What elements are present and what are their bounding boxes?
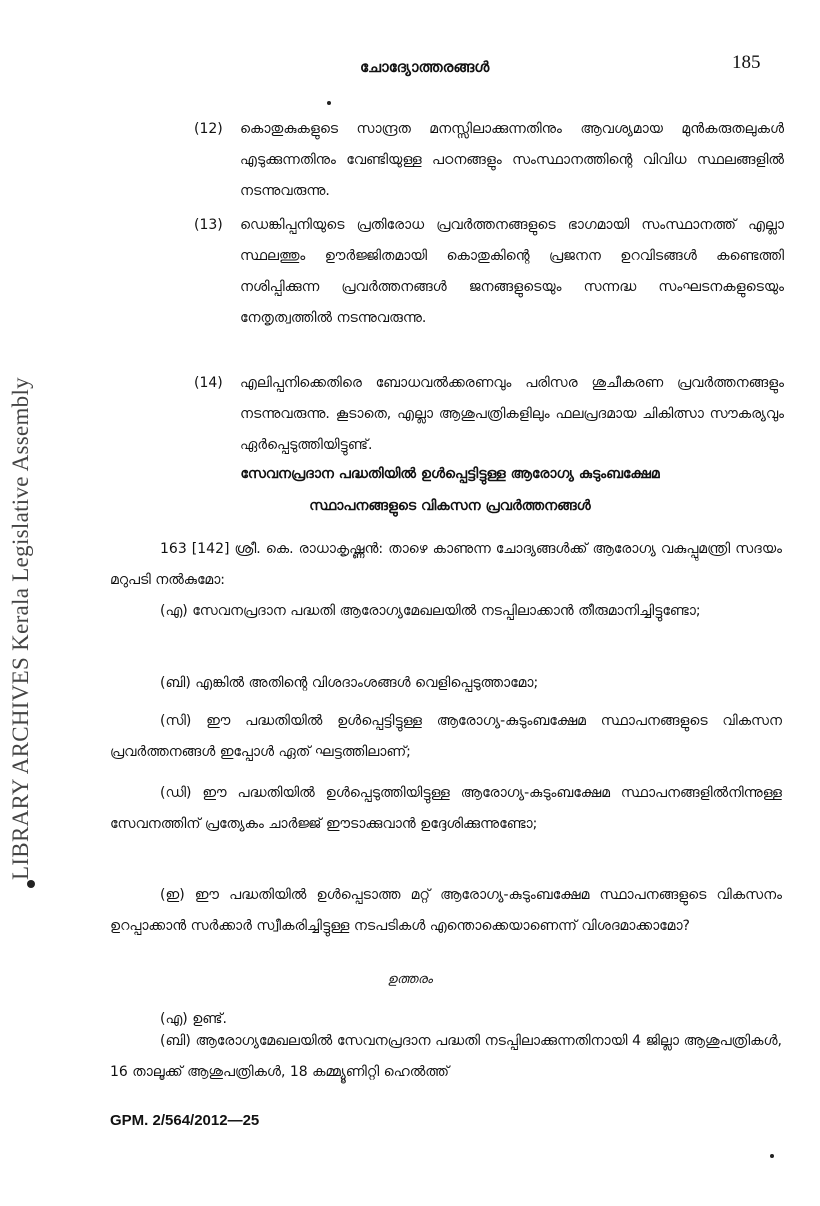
- list-item-14: [194, 368, 784, 453]
- item-text: എലിപ്പനിക്കെതിരെ ബോധവൽക്കരണവും പരിസര ശുചീകരണ പ്രവർത്തനങ്ങളും നടന്നുവരുന്നു. കൂടാതെ, എല്ലാ ആശുപത്രികളിലും ഫലപ്രദമായ ചികിത്സാ സൗകര്യവും ഏർപ്പെടുത്തിയിട്ടുണ്ട്.: [240, 375, 784, 453]
- item-number: (13): [194, 217, 223, 233]
- running-header-title: ചോദ്യോത്തരങ്ങൾ: [360, 58, 490, 76]
- question-c: (സി) ഈ പദ്ധതിയിൽ ഉൾപ്പെട്ടിട്ടുള്ള ആരോഗ്യ-കുടുംബക്ഷേമ സ്ഥാപനങ്ങളുടെ വികസന പ്രവർത്തനങ്ങൾ ഇപ്പോൾ ഏത് ഘട്ടത്തിലാണ്;: [110, 713, 782, 760]
- list-item-12: [194, 114, 784, 206]
- item-number: (14): [194, 375, 223, 391]
- page-number: 185: [732, 52, 761, 73]
- item-text: കൊതുകുകളുടെ സാന്ദ്രത മനസ്സിലാക്കുന്നതിനും ആവശ്യമായ മുൻകരുതലുകൾ എടുക്കുന്നതിനും വേണ്ടിയുള്ള പഠനങ്ങളും സംസ്ഥാനത്തിന്റെ വിവിധ സ്ഥലങ്ങളിൽ നടന്നുവരുന്നു.: [240, 121, 784, 199]
- section-heading-line-2: സ്ഥാപനങ്ങളുടെ വികസന പ്രവർത്തനങ്ങൾ: [309, 498, 591, 514]
- answer-b: (ബി) ആരോഗ്യമേഖലയിൽ സേവനപ്രദാന പദ്ധതി നടപ്പിലാക്കുന്നതിനായി 4 ജില്ലാ ആശുപത്രികൾ, 16 താലൂക്ക് ആശുപത്രികൾ, 18 കമ്മ്യൂണിറ്റി ഹെൽത്ത്: [110, 1033, 782, 1080]
- question-a: (എ) സേവനപ്രദാന പദ്ധതി ആരോഗ്യമേഖലയിൽ നടപ്പിലാക്കാൻ തീരുമാനിച്ചിട്ടുണ്ടോ;: [160, 603, 701, 619]
- item-text: ഡെങ്കിപ്പനിയുടെ പ്രതിരോധ പ്രവർത്തനങ്ങളുടെ ഭാഗമായി സംസ്ഥാനത്ത് എല്ലാ സ്ഥലത്തും ഊർജ്ജിതമായി കൊതുകിന്റെ പ്രജനന ഉറവിടങ്ങൾ കണ്ടെത്തി നശിപ്പിക്കുന്ന പ്രവർത്തനങ്ങൾ ജനങ്ങളുടെയും സന്നദ്ധ സംഘടനകളുടെയും നേതൃത്വത്തിൽ നടന്നുവരുന്നു.: [240, 217, 784, 326]
- answer-heading: ഉത്തരം: [387, 972, 433, 987]
- margin-bullet: [27, 880, 35, 888]
- question-e: (ഇ) ഈ പദ്ധതിയിൽ ഉൾപ്പെടാത്ത മറ്റ് ആരോഗ്യ-കുടുംബക്ഷേമ സ്ഥാപനങ്ങളുടെ വികസനം ഉറപ്പാക്കാൻ സർക്കാർ സ്വീകരിച്ചിട്ടുള്ള നടപടികൾ എന്തൊക്കെയാണെന്ന് വിശദമാക്കാമോ?: [110, 887, 782, 934]
- speck-mark: [327, 101, 331, 105]
- item-number: (12): [194, 121, 223, 137]
- question-b: (ബി) എങ്കിൽ അതിന്റെ വിശദാംശങ്ങൾ വെളിപ്പെടുത്താമോ;: [160, 675, 539, 691]
- section-heading: [110, 458, 790, 522]
- question-intro: 163 [142] ശ്രീ. കെ. രാധാകൃഷ്ണൻ: താഴെ കാണുന്ന ചോദ്യങ്ങൾക്ക് ആരോഗ്യ വകുപ്പുമന്ത്രി സദയം മറുപടി നൽകുമോ:: [110, 541, 782, 588]
- list-item-13: [194, 210, 784, 365]
- section-heading-line-1: സേവനപ്രദാന പദ്ധതിയിൽ ഉൾപ്പെട്ടിട്ടുള്ള ആരോഗ്യ കുടുംബക്ഷേമ: [240, 466, 660, 482]
- print-code-footer: GPM. 2/564/2012—25: [110, 1112, 260, 1129]
- answer-a: (എ) ഉണ്ട്.: [160, 1011, 227, 1027]
- library-watermark: LIBRARY ARCHIVES Kerala Legislative Assembly: [8, 377, 33, 880]
- speck-mark: [770, 1154, 774, 1158]
- question-d: (ഡി) ഈ പദ്ധതിയിൽ ഉൾപ്പെടുത്തിയിട്ടുള്ള ആരോഗ്യ-കുടുംബക്ഷേമ സ്ഥാപനങ്ങളിൽനിന്നുള്ള സേവനത്തിന് പ്രത്യേകം ചാർജ്ജ് ഈടാക്കുവാൻ ഉദ്ദേശിക്കുന്നുണ്ടോ;: [110, 785, 782, 832]
